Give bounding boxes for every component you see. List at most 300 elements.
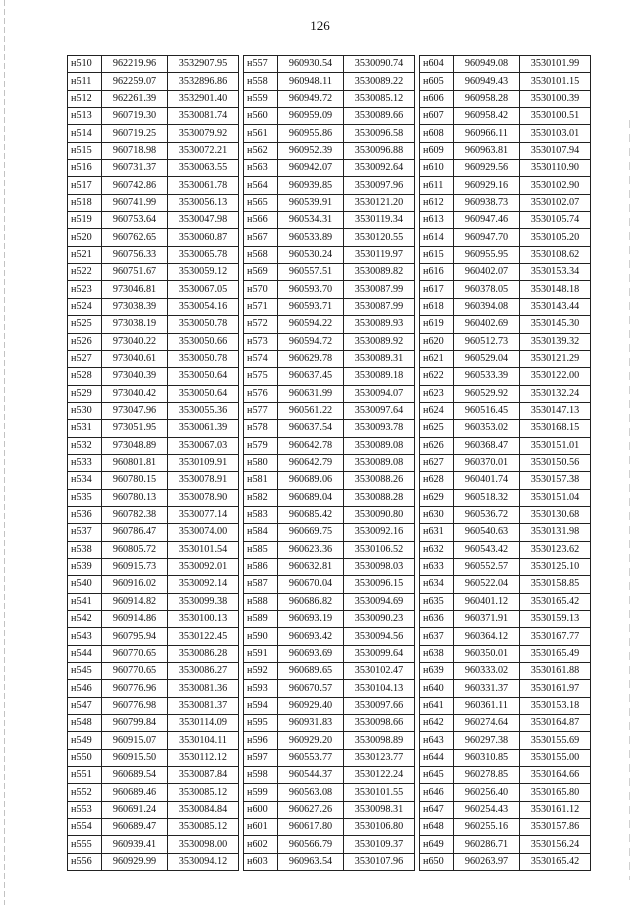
x-coordinate-cell: 960780.13 <box>102 489 168 506</box>
x-coordinate-cell: 960553.77 <box>278 749 344 766</box>
table-row <box>244 541 415 558</box>
point-id-cell: н557 <box>244 56 278 73</box>
point-id-cell: н512 <box>68 90 102 107</box>
x-coordinate-cell: 960786.47 <box>102 524 168 541</box>
y-coordinate-cell: 3530157.86 <box>520 819 591 836</box>
y-coordinate-cell: 3530165.80 <box>520 784 591 801</box>
table-row <box>420 784 591 801</box>
y-coordinate-cell: 3530089.08 <box>344 454 415 471</box>
x-coordinate-cell: 960534.31 <box>278 212 344 229</box>
x-coordinate-cell: 962259.07 <box>102 73 168 90</box>
point-id-cell: н572 <box>244 316 278 333</box>
point-id-cell: н559 <box>244 90 278 107</box>
y-coordinate-cell: 3530145.30 <box>520 316 591 333</box>
point-id-cell: н511 <box>68 73 102 90</box>
page-number: 126 <box>310 18 330 33</box>
point-id-cell: н591 <box>244 645 278 662</box>
table-row <box>420 767 591 784</box>
point-id-cell: н513 <box>68 108 102 125</box>
point-id-cell: н588 <box>244 593 278 610</box>
table-row <box>420 368 591 385</box>
x-coordinate-cell: 960255.16 <box>454 819 520 836</box>
x-coordinate-cell: 960533.89 <box>278 229 344 246</box>
point-id-cell: н569 <box>244 264 278 281</box>
y-coordinate-cell: 3530090.23 <box>344 611 415 628</box>
table-row <box>68 73 239 90</box>
x-coordinate-cell: 960401.74 <box>454 472 520 489</box>
y-coordinate-cell: 3530084.84 <box>168 801 239 818</box>
table-row <box>244 108 415 125</box>
table-row <box>68 246 239 263</box>
y-coordinate-cell: 3530156.24 <box>520 836 591 853</box>
point-id-cell: н623 <box>420 385 454 402</box>
y-coordinate-cell: 3530078.90 <box>168 489 239 506</box>
y-coordinate-cell: 3530122.45 <box>168 628 239 645</box>
point-id-cell: н586 <box>244 558 278 575</box>
x-coordinate-cell: 960670.57 <box>278 680 344 697</box>
table-row <box>68 697 239 714</box>
point-id-cell: н640 <box>420 680 454 697</box>
x-coordinate-cell: 960331.37 <box>454 680 520 697</box>
table-row <box>420 160 591 177</box>
point-id-cell: н546 <box>68 680 102 697</box>
x-coordinate-cell: 960669.75 <box>278 524 344 541</box>
x-coordinate-cell: 960543.42 <box>454 541 520 558</box>
point-id-cell: н611 <box>420 177 454 194</box>
x-coordinate-cell: 960642.79 <box>278 454 344 471</box>
table-row <box>244 73 415 90</box>
table-row <box>244 524 415 541</box>
point-id-cell: н610 <box>420 160 454 177</box>
x-coordinate-cell: 960637.45 <box>278 368 344 385</box>
point-id-cell: н642 <box>420 715 454 732</box>
table-row <box>420 281 591 298</box>
x-coordinate-cell: 960533.39 <box>454 368 520 385</box>
y-coordinate-cell: 3530121.29 <box>520 350 591 367</box>
table-row <box>244 246 415 263</box>
y-coordinate-cell: 3530085.12 <box>168 784 239 801</box>
table-row <box>68 524 239 541</box>
y-coordinate-cell: 3530081.37 <box>168 697 239 714</box>
table-row <box>244 628 415 645</box>
x-coordinate-cell: 973040.61 <box>102 350 168 367</box>
table-row <box>68 298 239 315</box>
x-coordinate-cell: 960563.08 <box>278 784 344 801</box>
y-coordinate-cell: 3530079.92 <box>168 125 239 142</box>
point-id-cell: н606 <box>420 90 454 107</box>
x-coordinate-cell: 960955.95 <box>454 246 520 263</box>
point-id-cell: н596 <box>244 732 278 749</box>
x-coordinate-cell: 960782.38 <box>102 506 168 523</box>
table-row <box>68 108 239 125</box>
x-coordinate-cell: 960770.65 <box>102 663 168 680</box>
x-coordinate-cell: 960719.30 <box>102 108 168 125</box>
table-row <box>68 56 239 73</box>
x-coordinate-cell: 960914.82 <box>102 593 168 610</box>
y-coordinate-cell: 3530097.96 <box>344 177 415 194</box>
y-coordinate-cell: 3530094.12 <box>168 853 239 870</box>
point-id-cell: н602 <box>244 836 278 853</box>
y-coordinate-cell: 3530059.12 <box>168 264 239 281</box>
point-id-cell: н532 <box>68 437 102 454</box>
table-row <box>244 281 415 298</box>
point-id-cell: н540 <box>68 576 102 593</box>
y-coordinate-cell: 3530097.66 <box>344 697 415 714</box>
y-coordinate-cell: 3530088.26 <box>344 472 415 489</box>
table-row <box>244 160 415 177</box>
point-id-cell: н580 <box>244 454 278 471</box>
table-row <box>420 680 591 697</box>
table-row <box>68 680 239 697</box>
y-coordinate-cell: 3530121.20 <box>344 194 415 211</box>
y-coordinate-cell: 3530105.74 <box>520 212 591 229</box>
point-id-cell: н514 <box>68 125 102 142</box>
x-coordinate-cell: 960529.04 <box>454 350 520 367</box>
x-coordinate-cell: 960949.08 <box>454 56 520 73</box>
point-id-cell: н622 <box>420 368 454 385</box>
y-coordinate-cell: 3530104.13 <box>344 680 415 697</box>
x-coordinate-cell: 960938.73 <box>454 194 520 211</box>
point-id-cell: н641 <box>420 697 454 714</box>
y-coordinate-cell: 3530072.21 <box>168 142 239 159</box>
x-coordinate-cell: 960929.20 <box>278 732 344 749</box>
x-coordinate-cell: 960751.67 <box>102 264 168 281</box>
y-coordinate-cell: 3530125.10 <box>520 558 591 575</box>
y-coordinate-cell: 3530106.80 <box>344 819 415 836</box>
x-coordinate-cell: 960297.38 <box>454 732 520 749</box>
y-coordinate-cell: 3530143.44 <box>520 298 591 315</box>
table-row <box>244 767 415 784</box>
x-coordinate-cell: 960670.04 <box>278 576 344 593</box>
x-coordinate-cell: 960931.83 <box>278 715 344 732</box>
table-row <box>420 663 591 680</box>
table-row <box>68 333 239 350</box>
point-id-cell: н550 <box>68 749 102 766</box>
point-id-cell: н561 <box>244 125 278 142</box>
table-row <box>68 281 239 298</box>
y-coordinate-cell: 3530157.38 <box>520 472 591 489</box>
point-id-cell: н581 <box>244 472 278 489</box>
y-coordinate-cell: 3532907.95 <box>168 56 239 73</box>
point-id-cell: н525 <box>68 316 102 333</box>
point-id-cell: н637 <box>420 628 454 645</box>
point-id-cell: н608 <box>420 125 454 142</box>
point-id-cell: н621 <box>420 350 454 367</box>
x-coordinate-cell: 960689.46 <box>102 784 168 801</box>
y-coordinate-cell: 3530161.12 <box>520 801 591 818</box>
x-coordinate-cell: 960593.71 <box>278 298 344 315</box>
x-coordinate-cell: 960529.92 <box>454 385 520 402</box>
point-id-cell: н548 <box>68 715 102 732</box>
y-coordinate-cell: 3530096.15 <box>344 576 415 593</box>
x-coordinate-cell: 960753.64 <box>102 212 168 229</box>
x-coordinate-cell: 960522.04 <box>454 576 520 593</box>
table-row <box>420 611 591 628</box>
y-coordinate-cell: 3530074.00 <box>168 524 239 541</box>
x-coordinate-cell: 960642.78 <box>278 437 344 454</box>
x-coordinate-cell: 960741.99 <box>102 194 168 211</box>
x-coordinate-cell: 960361.11 <box>454 697 520 714</box>
y-coordinate-cell: 3530050.78 <box>168 350 239 367</box>
point-id-cell: н583 <box>244 506 278 523</box>
table-row <box>420 350 591 367</box>
y-coordinate-cell: 3530098.89 <box>344 732 415 749</box>
coordinate-table-1 <box>67 55 239 871</box>
x-coordinate-cell: 960958.28 <box>454 90 520 107</box>
y-coordinate-cell: 3530153.18 <box>520 697 591 714</box>
x-coordinate-cell: 960536.72 <box>454 506 520 523</box>
table-row <box>420 454 591 471</box>
x-coordinate-cell: 960691.24 <box>102 801 168 818</box>
y-coordinate-cell: 3530103.01 <box>520 125 591 142</box>
table-row <box>68 142 239 159</box>
y-coordinate-cell: 3530101.54 <box>168 541 239 558</box>
table-row <box>420 645 591 662</box>
table-row <box>244 402 415 419</box>
table-row <box>420 506 591 523</box>
x-coordinate-cell: 960518.32 <box>454 489 520 506</box>
table-row <box>244 697 415 714</box>
y-coordinate-cell: 3530081.36 <box>168 680 239 697</box>
table-row <box>420 108 591 125</box>
table-row <box>68 836 239 853</box>
point-id-cell: н579 <box>244 437 278 454</box>
x-coordinate-cell: 960629.78 <box>278 350 344 367</box>
x-coordinate-cell: 960959.09 <box>278 108 344 125</box>
point-id-cell: н555 <box>68 836 102 853</box>
y-coordinate-cell: 3530123.62 <box>520 541 591 558</box>
y-coordinate-cell: 3530089.92 <box>344 333 415 350</box>
point-id-cell: н567 <box>244 229 278 246</box>
point-id-cell: н599 <box>244 784 278 801</box>
x-coordinate-cell: 960929.56 <box>454 160 520 177</box>
point-id-cell: н531 <box>68 420 102 437</box>
x-coordinate-cell: 973040.22 <box>102 333 168 350</box>
x-coordinate-cell: 960916.02 <box>102 576 168 593</box>
y-coordinate-cell: 3530102.47 <box>344 663 415 680</box>
y-coordinate-cell: 3530061.78 <box>168 177 239 194</box>
point-id-cell: н577 <box>244 402 278 419</box>
point-id-cell: н549 <box>68 732 102 749</box>
point-id-cell: н598 <box>244 767 278 784</box>
y-coordinate-cell: 3530086.27 <box>168 663 239 680</box>
y-coordinate-cell: 3530102.90 <box>520 177 591 194</box>
point-id-cell: н568 <box>244 246 278 263</box>
y-coordinate-cell: 3530056.13 <box>168 194 239 211</box>
x-coordinate-cell: 960274.64 <box>454 715 520 732</box>
x-coordinate-cell: 960368.47 <box>454 437 520 454</box>
x-coordinate-cell: 960762.65 <box>102 229 168 246</box>
point-id-cell: н625 <box>420 420 454 437</box>
table-row <box>420 90 591 107</box>
table-row <box>68 316 239 333</box>
point-id-cell: н627 <box>420 454 454 471</box>
x-coordinate-cell: 960731.37 <box>102 160 168 177</box>
point-id-cell: н633 <box>420 558 454 575</box>
y-coordinate-cell: 3530164.87 <box>520 715 591 732</box>
y-coordinate-cell: 3530097.64 <box>344 402 415 419</box>
table-row <box>420 749 591 766</box>
x-coordinate-cell: 960686.82 <box>278 593 344 610</box>
y-coordinate-cell: 3530087.99 <box>344 298 415 315</box>
x-coordinate-cell: 973038.19 <box>102 316 168 333</box>
table-row <box>244 333 415 350</box>
table-row <box>68 437 239 454</box>
x-coordinate-cell: 960966.11 <box>454 125 520 142</box>
point-id-cell: н560 <box>244 108 278 125</box>
x-coordinate-cell: 960401.12 <box>454 593 520 610</box>
x-coordinate-cell: 960689.04 <box>278 489 344 506</box>
y-coordinate-cell: 3530089.82 <box>344 264 415 281</box>
point-id-cell: н582 <box>244 489 278 506</box>
y-coordinate-cell: 3530122.24 <box>344 767 415 784</box>
y-coordinate-cell: 3530150.56 <box>520 454 591 471</box>
y-coordinate-cell: 3530065.78 <box>168 246 239 263</box>
point-id-cell: н584 <box>244 524 278 541</box>
table-row <box>244 784 415 801</box>
y-coordinate-cell: 3530100.13 <box>168 611 239 628</box>
point-id-cell: н639 <box>420 663 454 680</box>
coordinate-table-3 <box>419 55 591 871</box>
point-id-cell: н589 <box>244 611 278 628</box>
point-id-cell: н564 <box>244 177 278 194</box>
x-coordinate-cell: 960776.98 <box>102 697 168 714</box>
point-id-cell: н553 <box>68 801 102 818</box>
point-id-cell: н613 <box>420 212 454 229</box>
point-id-cell: н585 <box>244 541 278 558</box>
y-coordinate-cell: 3530165.42 <box>520 853 591 870</box>
table-row <box>244 611 415 628</box>
table-row <box>244 229 415 246</box>
table-row <box>420 524 591 541</box>
point-id-cell: н612 <box>420 194 454 211</box>
table-row <box>244 489 415 506</box>
y-coordinate-cell: 3530092.01 <box>168 558 239 575</box>
y-coordinate-cell: 3530063.55 <box>168 160 239 177</box>
point-id-cell: н626 <box>420 437 454 454</box>
x-coordinate-cell: 960689.65 <box>278 663 344 680</box>
table-row <box>244 368 415 385</box>
point-id-cell: н646 <box>420 784 454 801</box>
x-coordinate-cell: 960402.69 <box>454 316 520 333</box>
x-coordinate-cell: 960594.72 <box>278 333 344 350</box>
point-id-cell: н523 <box>68 281 102 298</box>
x-coordinate-cell: 973038.39 <box>102 298 168 315</box>
point-id-cell: н552 <box>68 784 102 801</box>
point-id-cell: н539 <box>68 558 102 575</box>
table-row <box>68 368 239 385</box>
point-id-cell: н547 <box>68 697 102 714</box>
table-row <box>68 715 239 732</box>
x-coordinate-cell: 960963.54 <box>278 853 344 870</box>
x-coordinate-cell: 962219.96 <box>102 56 168 73</box>
y-coordinate-cell: 3530131.98 <box>520 524 591 541</box>
y-coordinate-cell: 3530168.15 <box>520 420 591 437</box>
x-coordinate-cell: 960637.54 <box>278 420 344 437</box>
table-row <box>420 801 591 818</box>
point-id-cell: н607 <box>420 108 454 125</box>
table-row <box>68 472 239 489</box>
point-id-cell: н530 <box>68 402 102 419</box>
point-id-cell: н519 <box>68 212 102 229</box>
y-coordinate-cell: 3530110.90 <box>520 160 591 177</box>
point-id-cell: н647 <box>420 801 454 818</box>
y-coordinate-cell: 3530105.20 <box>520 229 591 246</box>
x-coordinate-cell: 960557.51 <box>278 264 344 281</box>
table-row <box>420 541 591 558</box>
point-id-cell: н544 <box>68 645 102 662</box>
table-row <box>420 73 591 90</box>
y-coordinate-cell: 3530093.78 <box>344 420 415 437</box>
table-row <box>244 836 415 853</box>
x-coordinate-cell: 973051.95 <box>102 420 168 437</box>
y-coordinate-cell: 3530132.24 <box>520 385 591 402</box>
y-coordinate-cell: 3530167.77 <box>520 628 591 645</box>
point-id-cell: н571 <box>244 298 278 315</box>
table-row <box>420 246 591 263</box>
point-id-cell: н644 <box>420 749 454 766</box>
point-id-cell: н551 <box>68 767 102 784</box>
point-id-cell: н595 <box>244 715 278 732</box>
table-row <box>68 645 239 662</box>
table-row <box>68 177 239 194</box>
table-row <box>244 350 415 367</box>
x-coordinate-cell: 960947.46 <box>454 212 520 229</box>
x-coordinate-cell: 960530.24 <box>278 246 344 263</box>
x-coordinate-cell: 960929.16 <box>454 177 520 194</box>
table-row <box>420 142 591 159</box>
y-coordinate-cell: 3530109.91 <box>168 454 239 471</box>
table-row <box>68 628 239 645</box>
x-coordinate-cell: 960685.42 <box>278 506 344 523</box>
point-id-cell: н619 <box>420 316 454 333</box>
x-coordinate-cell: 973047.96 <box>102 402 168 419</box>
x-coordinate-cell: 960402.07 <box>454 264 520 281</box>
table-row <box>68 611 239 628</box>
point-id-cell: н554 <box>68 819 102 836</box>
point-id-cell: н526 <box>68 333 102 350</box>
x-coordinate-cell: 960915.50 <box>102 749 168 766</box>
x-coordinate-cell: 960350.01 <box>454 645 520 662</box>
y-coordinate-cell: 3530055.36 <box>168 402 239 419</box>
table-row <box>420 316 591 333</box>
table-row <box>244 420 415 437</box>
x-coordinate-cell: 960263.97 <box>454 853 520 870</box>
x-coordinate-cell: 960539.91 <box>278 194 344 211</box>
y-coordinate-cell: 3530104.11 <box>168 732 239 749</box>
y-coordinate-cell: 3530090.80 <box>344 506 415 523</box>
x-coordinate-cell: 973048.89 <box>102 437 168 454</box>
point-id-cell: н617 <box>420 281 454 298</box>
y-coordinate-cell: 3530155.69 <box>520 732 591 749</box>
point-id-cell: н529 <box>68 385 102 402</box>
y-coordinate-cell: 3530122.00 <box>520 368 591 385</box>
x-coordinate-cell: 960770.65 <box>102 645 168 662</box>
table-row <box>244 506 415 523</box>
y-coordinate-cell: 3530151.01 <box>520 437 591 454</box>
table-row <box>244 558 415 575</box>
point-id-cell: н594 <box>244 697 278 714</box>
point-id-cell: н516 <box>68 160 102 177</box>
y-coordinate-cell: 3530147.13 <box>520 402 591 419</box>
point-id-cell: н521 <box>68 246 102 263</box>
table-row <box>68 506 239 523</box>
x-coordinate-cell: 960544.37 <box>278 767 344 784</box>
y-coordinate-cell: 3530161.97 <box>520 680 591 697</box>
y-coordinate-cell: 3530165.42 <box>520 593 591 610</box>
y-coordinate-cell: 3530086.28 <box>168 645 239 662</box>
point-id-cell: н515 <box>68 142 102 159</box>
